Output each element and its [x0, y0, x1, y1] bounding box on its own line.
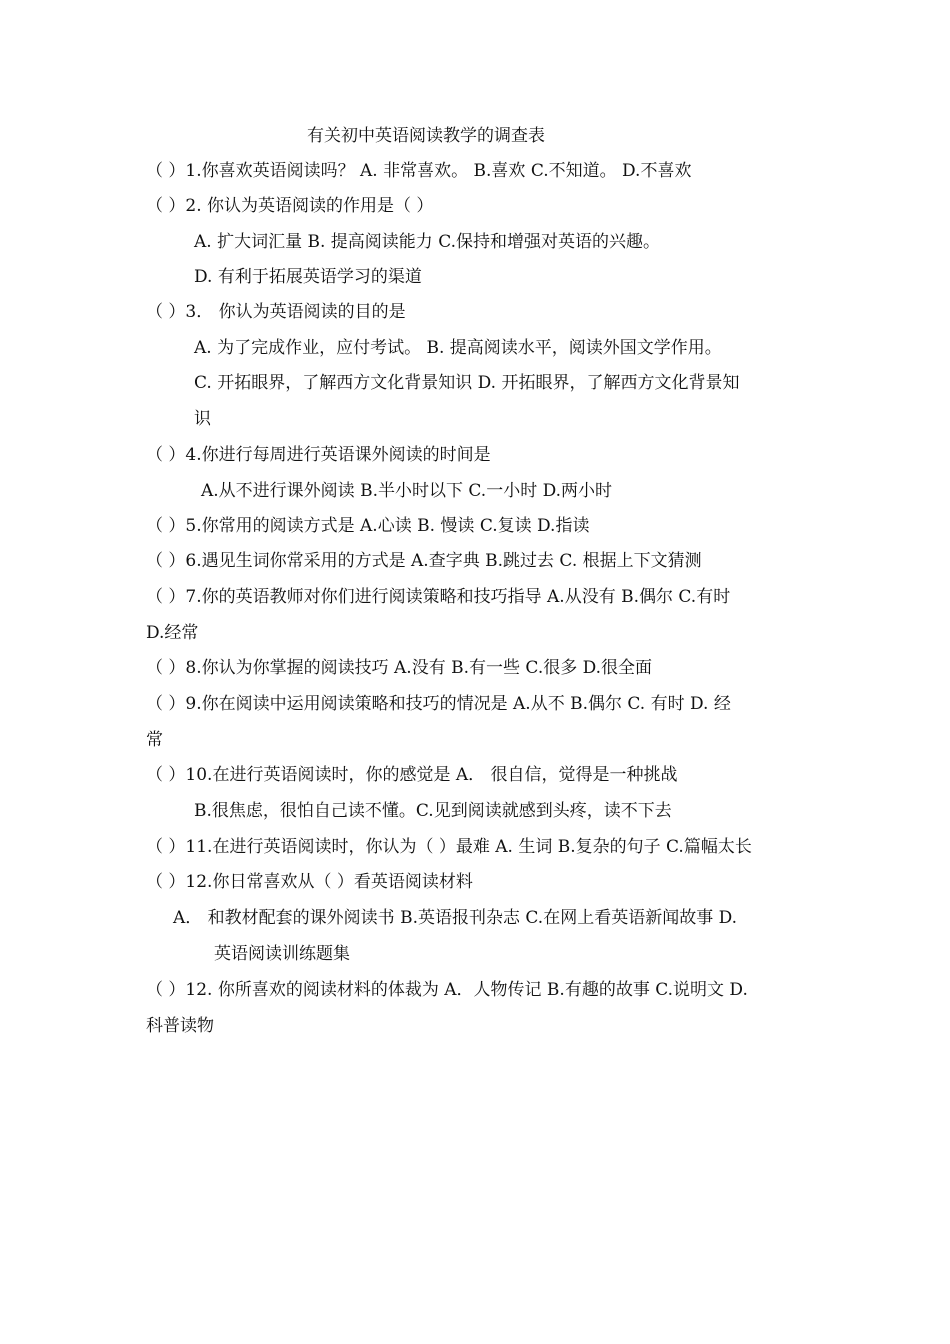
question-12-options-line-2: 英语阅读训练题集 [214, 944, 350, 964]
document-title: 有关初中英语阅读教学的调查表 [307, 126, 545, 146]
question-5: （ ）5.你常用的阅读方式是 A.心读 B. 慢读 C.复读 D.指读 [146, 516, 590, 536]
question-10-options: B.很焦虑，很怕自己读不懂。C.见到阅读就感到头疼，读不下去 [194, 801, 672, 821]
question-13-continued: 科普读物 [146, 1016, 214, 1036]
question-4: （ ）4.你进行每周进行英语课外阅读的时间是 [146, 445, 491, 465]
question-3-options-line-1: A. 为了完成作业，应付考试。 B. 提高阅读水平，阅读外国文学作用。 [194, 338, 722, 358]
question-12-options-line-1: A． 和教材配套的课外阅读书 B.英语报刊杂志 C.在网上看英语新闻故事 D. [173, 908, 738, 928]
question-3-options-line-3: 识 [194, 409, 211, 429]
question-7: （ ）7.你的英语教师对你们进行阅读策略和技巧指导 A.从没有 B.偶尔 C.有时 [146, 587, 731, 607]
question-7-continued: D.经常 [146, 623, 199, 643]
question-2: （ ）2. 你认为英语阅读的作用是（ ） [146, 196, 434, 216]
question-2-options-line-2: D. 有利于拓展英语学习的渠道 [194, 267, 422, 287]
question-8: （ ）8.你认为你掌握的阅读技巧 A.没有 B.有一些 C.很多 D.很全面 [146, 658, 653, 678]
question-1: （ ）1.你喜欢英语阅读吗？ A. 非常喜欢。 B.喜欢 C.不知道。 D.不喜欢 [146, 161, 692, 181]
question-4-options: A.从不进行课外阅读 B.半小时以下 C.一小时 D.两小时 [201, 481, 613, 501]
question-12: （ ）12.你日常喜欢从（ ）看英语阅读材料 [146, 872, 473, 892]
question-13: （ ）12. 你所喜欢的阅读材料的体裁为 A．人物传记 B.有趣的故事 C.说明文 D. [146, 980, 748, 1000]
question-2-options-line-1: A. 扩大词汇量 B. 提高阅读能力 C.保持和增强对英语的兴趣。 [194, 232, 660, 252]
question-11: （ ）11.在进行英语阅读时，你认为（ ）最难 A. 生词 B.复杂的句子 C.篇幅太长 [146, 837, 752, 857]
question-3: （ ）3． 你认为英语阅读的目的是 [146, 302, 406, 322]
question-6: （ ）6.遇见生词你常采用的方式是 A.查字典 B.跳过去 C. 根据上下文猜测 [146, 551, 702, 571]
question-9: （ ）9.你在阅读中运用阅读策略和技巧的情况是 A.从不 B.偶尔 C. 有时 D. 经 [146, 694, 731, 714]
question-10: （ ）10.在进行英语阅读时，你的感觉是 A． 很自信，觉得是一种挑战 [146, 765, 678, 785]
question-3-options-line-2: C. 开拓眼界，了解西方文化背景知识 D. 开拓眼界，了解西方文化背景知 [194, 373, 740, 393]
question-9-continued: 常 [146, 730, 163, 750]
